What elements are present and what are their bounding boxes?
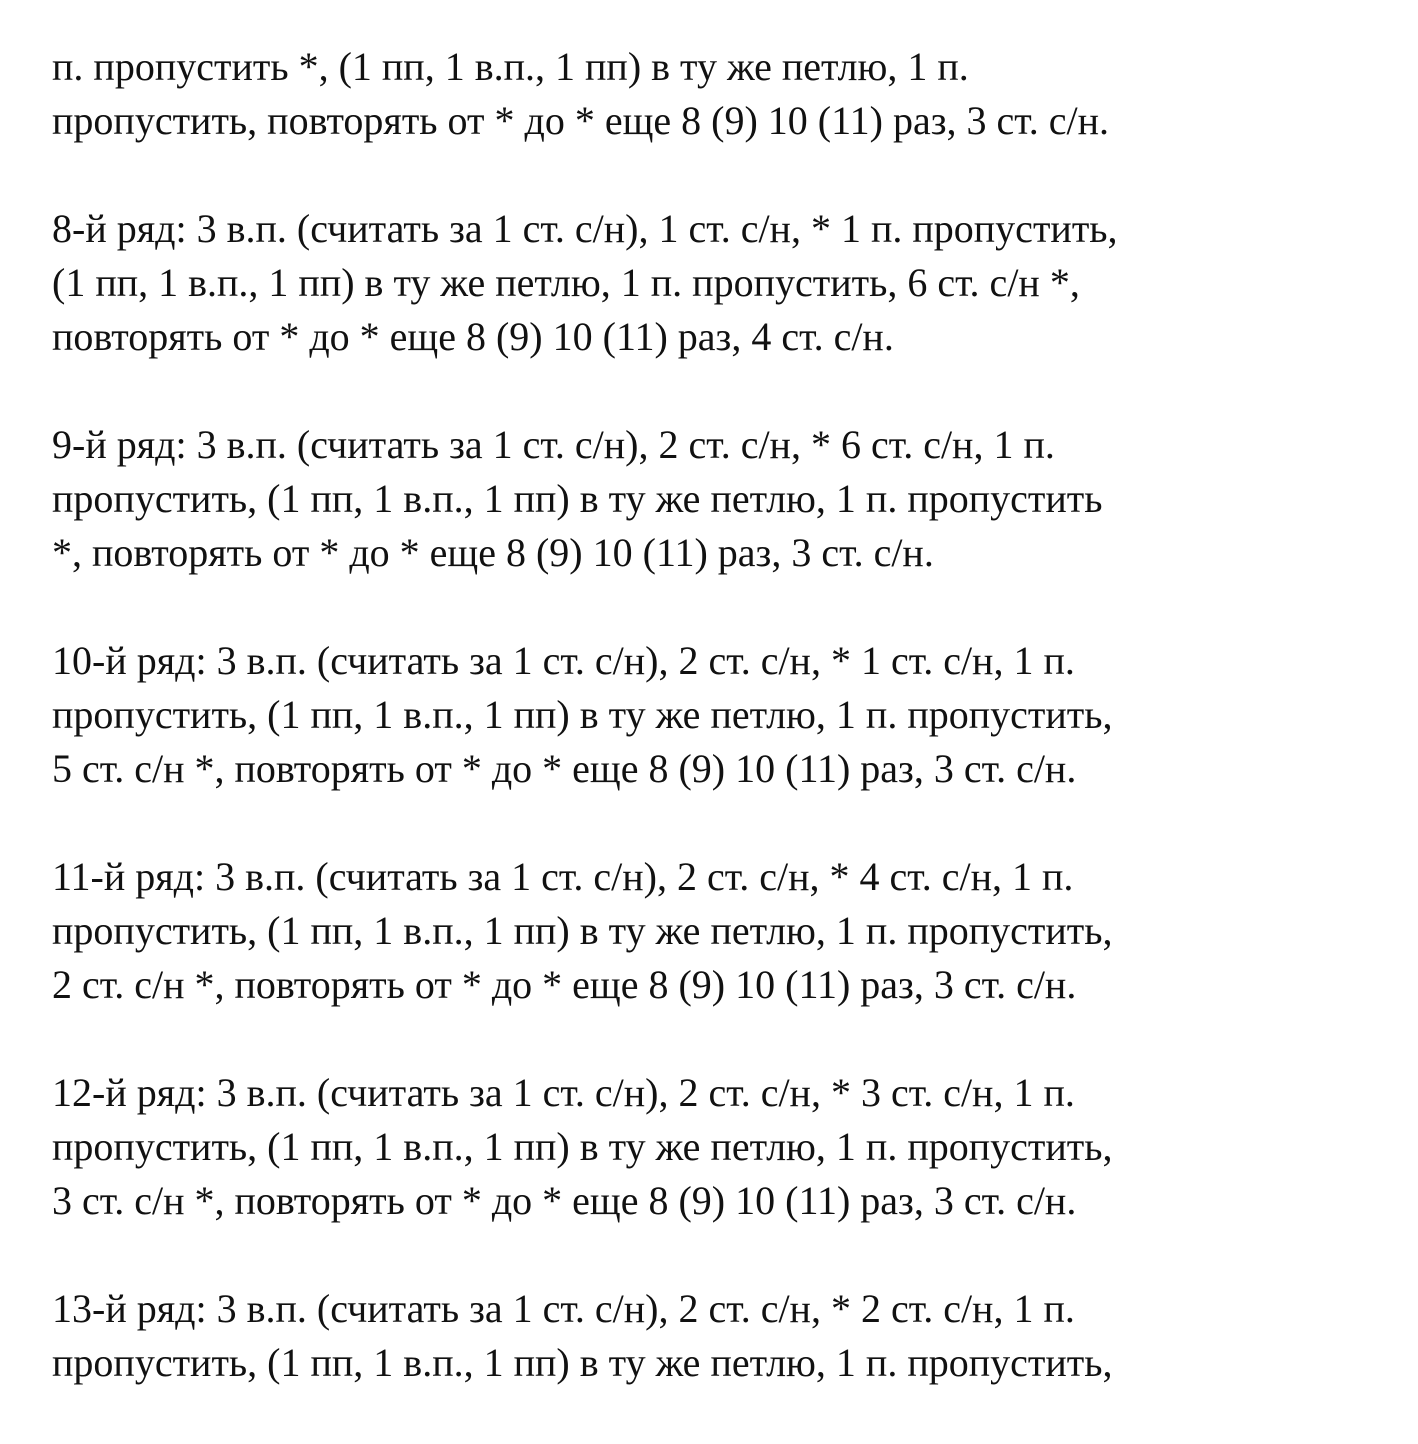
paragraph-row-8 xyxy=(52,202,1392,364)
text-line: *, повторять от * до * еще 8 (9) 10 (11) раз, 3 ст. с/н. xyxy=(52,530,934,575)
text-line: 8-й ряд: 3 в.п. (считать за 1 ст. с/н), 1 ст. с/н, * 1 п. пропустить, xyxy=(52,206,1118,251)
text-line: (1 пп, 1 в.п., 1 пп) в ту же петлю, 1 п. пропустить, 6 ст. с/н *, xyxy=(52,260,1080,305)
text-line: п. пропустить *, (1 пп, 1 в.п., 1 пп) в ту же петлю, 1 п. xyxy=(52,44,969,89)
text-line: 11-й ряд: 3 в.п. (считать за 1 ст. с/н), 2 ст. с/н, * 4 ст. с/н, 1 п. xyxy=(52,854,1074,899)
text-line: пропустить, повторять от * до * еще 8 (9) 10 (11) раз, 3 ст. с/н. xyxy=(52,98,1110,143)
text-line: пропустить, (1 пп, 1 в.п., 1 пп) в ту же петлю, 1 п. пропустить, xyxy=(52,1340,1113,1385)
text-line: пропустить, (1 пп, 1 в.п., 1 пп) в ту же петлю, 1 п. пропустить, xyxy=(52,1124,1113,1169)
text-line: 5 ст. с/н *, повторять от * до * еще 8 (9) 10 (11) раз, 3 ст. с/н. xyxy=(52,746,1077,791)
text-line: пропустить, (1 пп, 1 в.п., 1 пп) в ту же петлю, 1 п. пропустить, xyxy=(52,692,1113,737)
document-page xyxy=(52,40,1392,1444)
paragraph-continuation xyxy=(52,40,1392,148)
text-line: пропустить, (1 пп, 1 в.п., 1 пп) в ту же петлю, 1 п. пропустить xyxy=(52,476,1103,521)
text-line: 13-й ряд: 3 в.п. (считать за 1 ст. с/н), 2 ст. с/н, * 2 ст. с/н, 1 п. xyxy=(52,1286,1075,1331)
text-line: 10-й ряд: 3 в.п. (считать за 1 ст. с/н), 2 ст. с/н, * 1 ст. с/н, 1 п. xyxy=(52,638,1075,683)
paragraph-row-11 xyxy=(52,850,1392,1012)
text-line: 3 ст. с/н *, повторять от * до * еще 8 (9) 10 (11) раз, 3 ст. с/н. xyxy=(52,1178,1077,1223)
paragraph-row-12 xyxy=(52,1066,1392,1228)
text-line: 2 ст. с/н *, повторять от * до * еще 8 (9) 10 (11) раз, 3 ст. с/н. xyxy=(52,962,1077,1007)
text-line: 9-й ряд: 3 в.п. (считать за 1 ст. с/н), 2 ст. с/н, * 6 ст. с/н, 1 п. xyxy=(52,422,1055,467)
paragraph-row-9 xyxy=(52,418,1392,580)
text-line: повторять от * до * еще 8 (9) 10 (11) раз, 4 ст. с/н. xyxy=(52,314,894,359)
text-line: 12-й ряд: 3 в.п. (считать за 1 ст. с/н), 2 ст. с/н, * 3 ст. с/н, 1 п. xyxy=(52,1070,1075,1115)
text-line: пропустить, (1 пп, 1 в.п., 1 пп) в ту же петлю, 1 п. пропустить, xyxy=(52,908,1113,953)
paragraph-row-10 xyxy=(52,634,1392,796)
paragraph-row-13 xyxy=(52,1282,1392,1390)
